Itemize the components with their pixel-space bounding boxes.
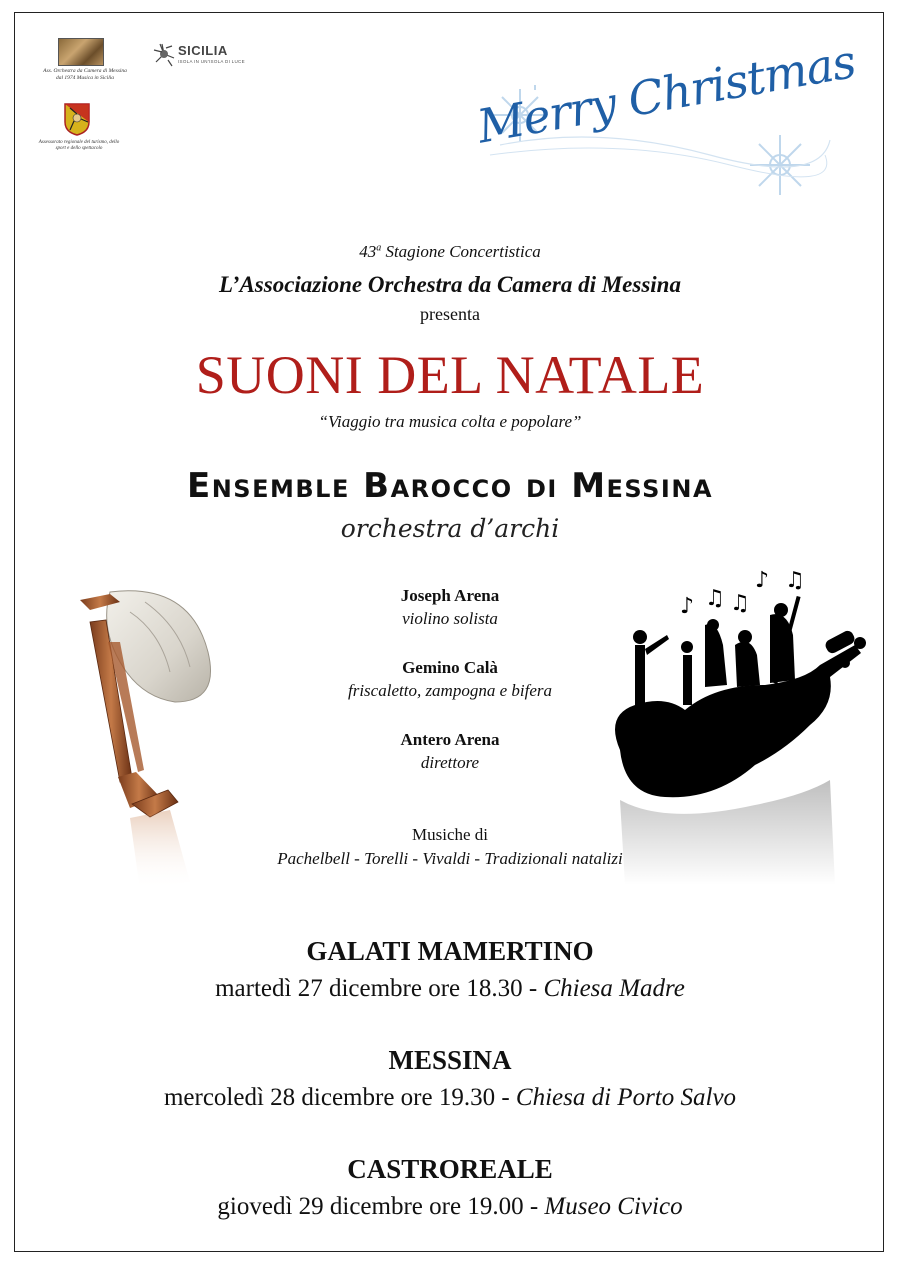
season-number: 43 bbox=[359, 242, 377, 261]
venue-date: martedì 27 dicembre ore 18.30 - bbox=[215, 975, 544, 1002]
ensemble-name: Ensemble Barocco di Messina bbox=[186, 466, 714, 506]
performer-role: direttore bbox=[420, 753, 480, 772]
zampogna-illustration bbox=[70, 582, 230, 892]
venue-city: CASTROREALE bbox=[347, 1154, 553, 1184]
venue-place: Chiesa di Porto Salvo bbox=[515, 1084, 737, 1111]
performer-role: violino solista bbox=[402, 609, 498, 628]
season-label: Stagione Concertistica bbox=[385, 242, 541, 261]
venue-place: Museo Civico bbox=[544, 1193, 683, 1220]
venue-date: giovedì 29 dicembre ore 19.00 - bbox=[217, 1193, 545, 1220]
orchestra-violin-silhouette bbox=[605, 565, 870, 895]
region-emblem-caption: Assessorato regionale del turismo, dello sport e dello spettacolo bbox=[38, 140, 120, 151]
svg-text:♫: ♫ bbox=[785, 568, 805, 593]
orchestra-logo bbox=[58, 38, 104, 66]
svg-text:♪: ♪ bbox=[755, 568, 770, 593]
venue-details bbox=[0, 975, 900, 1003]
organizer-name: L’Associazione Orchestra da Camera di Messina bbox=[219, 272, 681, 297]
sicily-region-emblem bbox=[62, 102, 92, 136]
venue-details bbox=[0, 1193, 900, 1221]
music-label: Musiche di bbox=[411, 825, 489, 844]
performer-name: Joseph Arena bbox=[400, 586, 500, 605]
sicilia-logo-word: SICILIA bbox=[178, 43, 228, 58]
svg-text:♫: ♫ bbox=[730, 591, 750, 616]
season-line bbox=[0, 242, 900, 262]
venue-details bbox=[0, 1084, 900, 1112]
svg-text:♫: ♫ bbox=[705, 586, 725, 611]
performer-name: Antero Arena bbox=[400, 730, 500, 749]
merry-christmas-greeting: Merry Christmas bbox=[473, 34, 860, 154]
concert-subtitle: “Viaggio tra musica colta e popolare” bbox=[318, 412, 582, 431]
venue-city: GALATI MAMERTINO bbox=[306, 936, 594, 966]
venue-date: mercoledì 28 dicembre ore 19.30 - bbox=[163, 1084, 516, 1111]
svg-text:♪: ♪ bbox=[680, 594, 695, 619]
venue-place: Chiesa Madre bbox=[543, 975, 685, 1002]
sicilia-logo-tagline: ISOLA IN UN'ISOLA DI LUCE bbox=[178, 59, 245, 64]
ensemble-description: orchestra d’archi bbox=[340, 514, 560, 543]
concert-title: SUONI DEL NATALE bbox=[195, 345, 705, 405]
venue-city: MESSINA bbox=[388, 1045, 512, 1075]
season-ordinal: a bbox=[376, 242, 382, 254]
presents-label: presenta bbox=[420, 304, 480, 324]
performer-name: Gemino Calà bbox=[402, 658, 498, 677]
orchestra-logo-caption: Ass. Orchestra da Camera di Messina dal 1974 Musica in Sicilia bbox=[43, 68, 127, 81]
performer-role: friscaletto, zampogna e bifera bbox=[348, 681, 552, 700]
composers-list: Pachelbell - Torelli - Vivaldi - Tradizionali natalizi bbox=[277, 849, 623, 868]
